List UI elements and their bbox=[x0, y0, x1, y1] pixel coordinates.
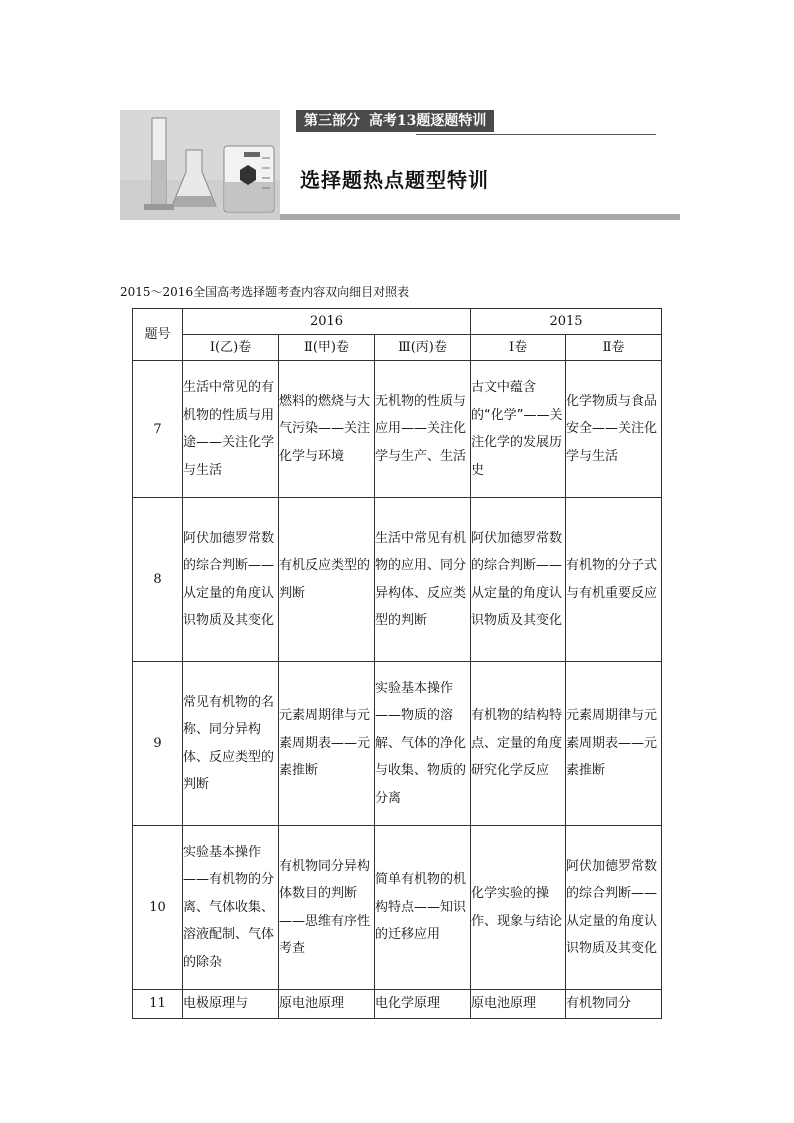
table-cell: 无机物的性质与应用——关注化学与生产、生活 bbox=[375, 361, 471, 498]
table-cell: 阿伏加德罗常数的综合判断——从定量的角度认识物质及其变化 bbox=[566, 826, 662, 990]
paper-header: Ⅲ(丙)卷 bbox=[375, 335, 471, 361]
part-number: 第三部分 bbox=[304, 113, 360, 129]
table-cell: 电化学原理 bbox=[375, 990, 471, 1019]
table-cell: 阿伏加德罗常数的综合判断——从定量的角度认识物质及其变化 bbox=[183, 498, 279, 662]
paper-header: Ⅱ(甲)卷 bbox=[279, 335, 375, 361]
part-label bbox=[296, 110, 494, 132]
table-cell: 实验基本操作——物质的溶解、气体的净化与收集、物质的分离 bbox=[375, 662, 471, 826]
table-cell: 阿伏加德罗常数的综合判断——从定量的角度认识物质及其变化 bbox=[471, 498, 566, 662]
banner-underline bbox=[280, 214, 680, 220]
table-caption: 2015～2016全国高考选择题考查内容双向细目对照表 bbox=[120, 285, 410, 299]
question-number: 9 bbox=[133, 662, 183, 826]
year-2015-header: 2015 bbox=[471, 309, 662, 335]
table-cell: 元素周期律与元素周期表——元素推断 bbox=[566, 662, 662, 826]
table-cell: 电极原理与 bbox=[183, 990, 279, 1019]
table-cell: 实验基本操作——有机物的分离、气体收集、溶液配制、气体的除杂 bbox=[183, 826, 279, 990]
paper-header: Ⅱ卷 bbox=[566, 335, 662, 361]
table-row bbox=[133, 826, 662, 990]
table-cell: 有机物同分 bbox=[566, 990, 662, 1019]
header-row-papers bbox=[133, 335, 662, 361]
table-cell: 有机物同分异构体数目的判断——思维有序性考查 bbox=[279, 826, 375, 990]
table-cell: 古文中蕴含的“化学”——关注化学的发展历史 bbox=[471, 361, 566, 498]
table-cell: 生活中常见的有机物的性质与用途——关注化学与生活 bbox=[183, 361, 279, 498]
table-cell: 生活中常见有机物的应用、同分异构体、反应类型的判断 bbox=[375, 498, 471, 662]
paper-header: Ⅰ(乙)卷 bbox=[183, 335, 279, 361]
section-banner bbox=[120, 110, 680, 220]
table-row bbox=[133, 662, 662, 826]
table-row bbox=[133, 990, 662, 1019]
header-row-years bbox=[133, 309, 662, 335]
question-number: 7 bbox=[133, 361, 183, 498]
table-cell: 化学实验的操作、现象与结论 bbox=[471, 826, 566, 990]
table-row bbox=[133, 498, 662, 662]
question-number: 8 bbox=[133, 498, 183, 662]
exam-content-table bbox=[132, 308, 662, 1019]
table-cell: 有机物的结构特点、定量的角度研究化学反应 bbox=[471, 662, 566, 826]
table-cell: 简单有机物的机构特点——知识的迁移应用 bbox=[375, 826, 471, 990]
table-cell: 原电池原理 bbox=[471, 990, 566, 1019]
table-cell: 有机反应类型的判断 bbox=[279, 498, 375, 662]
table-cell: 元素周期律与元素周期表——元素推断 bbox=[279, 662, 375, 826]
lab-glassware-photo bbox=[120, 110, 280, 220]
table-cell: 有机物的分子式与有机重要反应 bbox=[566, 498, 662, 662]
table-cell: 化学物质与食品安全——关注化学与生活 bbox=[566, 361, 662, 498]
question-number-header: 题号 bbox=[133, 309, 183, 361]
year-2016-header: 2016 bbox=[183, 309, 471, 335]
table-cell: 常见有机物的名称、同分异构体、反应类型的判断 bbox=[183, 662, 279, 826]
section-title: 选择题热点题型特训 bbox=[300, 168, 489, 192]
table-cell: 燃料的燃烧与大气污染——关注化学与环境 bbox=[279, 361, 375, 498]
lab-glassware-illustration bbox=[120, 110, 280, 220]
question-number: 10 bbox=[133, 826, 183, 990]
table-cell: 原电池原理 bbox=[279, 990, 375, 1019]
question-number: 11 bbox=[133, 990, 183, 1019]
exam-label: 高考13题逐题特训 bbox=[368, 113, 487, 129]
header-rule bbox=[416, 134, 656, 135]
table-row bbox=[133, 361, 662, 498]
paper-header: Ⅰ卷 bbox=[471, 335, 566, 361]
